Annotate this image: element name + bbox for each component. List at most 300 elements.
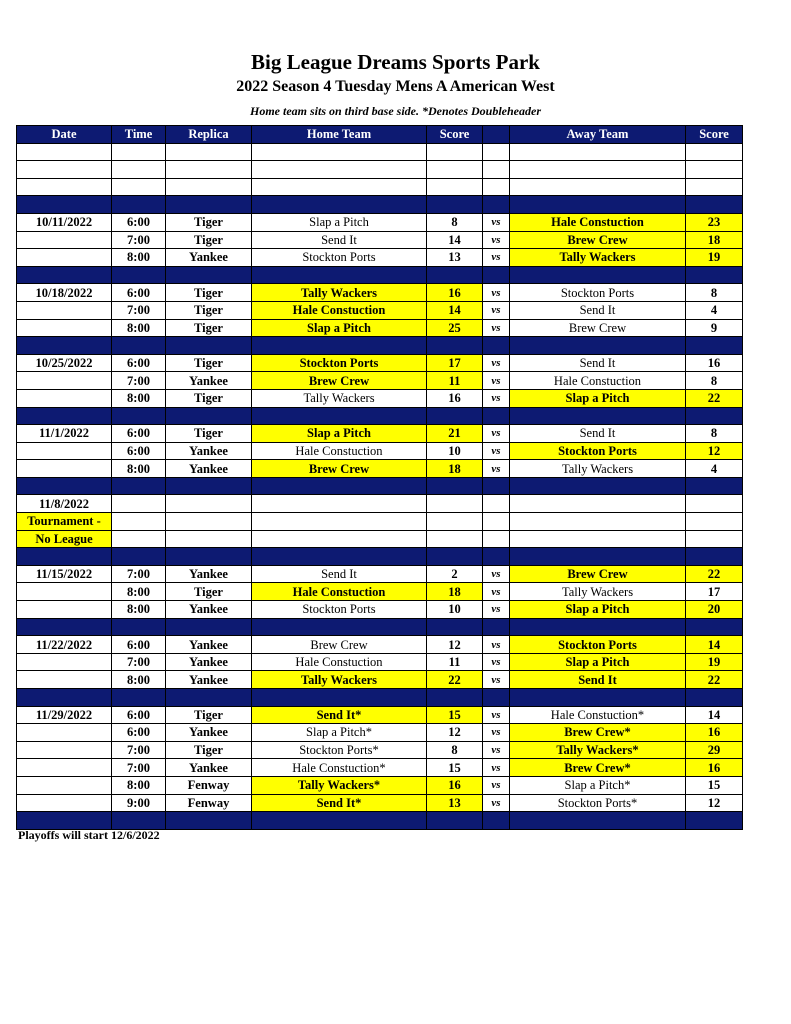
- separator-cell: [252, 812, 427, 830]
- time-cell: 6:00: [112, 706, 166, 724]
- schedule-table: [16, 125, 743, 830]
- game-row: [17, 724, 743, 742]
- separator-cell: [252, 196, 427, 214]
- separator-cell: [252, 337, 427, 355]
- time-cell: 6:00: [112, 636, 166, 654]
- separator-cell: [483, 618, 510, 636]
- game-row: [17, 706, 743, 724]
- away-score-cell: 20: [686, 601, 743, 619]
- blank-cell: [510, 495, 686, 513]
- vs-cell: vs: [483, 706, 510, 724]
- date-cell: [17, 583, 112, 601]
- separator-cell: [17, 407, 112, 425]
- away-score-cell: 17: [686, 583, 743, 601]
- separator-cell: [510, 812, 686, 830]
- vs-cell: vs: [483, 671, 510, 689]
- home-score-cell: 21: [427, 425, 483, 443]
- replica-cell: Tiger: [166, 425, 252, 443]
- no-league-row: [17, 513, 743, 531]
- separator-cell: [686, 548, 743, 566]
- home-team-cell: Send It*: [252, 794, 427, 812]
- away-score-cell: 19: [686, 249, 743, 267]
- time-cell: 7:00: [112, 653, 166, 671]
- date-cell: [17, 671, 112, 689]
- time-cell: 8:00: [112, 249, 166, 267]
- date-cell: [17, 389, 112, 407]
- away-team-cell: Brew Crew*: [510, 759, 686, 777]
- game-row: [17, 636, 743, 654]
- away-team-cell: Brew Crew: [510, 565, 686, 583]
- away-score-cell: 4: [686, 301, 743, 319]
- blank-cell: [427, 161, 483, 179]
- blank-cell: [427, 178, 483, 196]
- game-row: [17, 372, 743, 390]
- replica-cell: Tiger: [166, 319, 252, 337]
- home-team-cell: Stockton Ports: [252, 249, 427, 267]
- home-team-cell: Tally Wackers*: [252, 776, 427, 794]
- time-cell: 7:00: [112, 565, 166, 583]
- away-score-cell: 19: [686, 653, 743, 671]
- footer-note: Playoffs will start 12/6/2022: [18, 828, 160, 842]
- away-team-cell: Send It: [510, 671, 686, 689]
- game-row: [17, 354, 743, 372]
- away-team-cell: Slap a Pitch: [510, 389, 686, 407]
- time-cell: 8:00: [112, 319, 166, 337]
- game-row: [17, 442, 743, 460]
- date-cell: [17, 249, 112, 267]
- away-team-cell: Hale Constuction: [510, 372, 686, 390]
- away-team-cell: Brew Crew: [510, 319, 686, 337]
- away-score-cell: 22: [686, 565, 743, 583]
- away-score-cell: 16: [686, 724, 743, 742]
- separator-row: [17, 689, 743, 707]
- separator-cell: [17, 477, 112, 495]
- separator-cell: [427, 477, 483, 495]
- away-score-cell: 16: [686, 354, 743, 372]
- blank-cell: [686, 178, 743, 196]
- away-team-cell: Slap a Pitch*: [510, 776, 686, 794]
- away-score-cell: 16: [686, 759, 743, 777]
- separator-cell: [510, 266, 686, 284]
- home-team-cell: Tally Wackers: [252, 389, 427, 407]
- blank-cell: [166, 495, 252, 513]
- time-cell: 8:00: [112, 601, 166, 619]
- home-score-cell: 15: [427, 706, 483, 724]
- game-row: [17, 301, 743, 319]
- separator-cell: [427, 618, 483, 636]
- blank-cell: [427, 495, 483, 513]
- game-row: [17, 653, 743, 671]
- time-cell: 6:00: [112, 442, 166, 460]
- away-team-cell: Brew Crew*: [510, 724, 686, 742]
- separator-cell: [427, 689, 483, 707]
- blank-cell: [686, 161, 743, 179]
- replica-cell: Fenway: [166, 794, 252, 812]
- blank-cell: [483, 513, 510, 531]
- game-row: [17, 319, 743, 337]
- separator-cell: [686, 196, 743, 214]
- replica-cell: Yankee: [166, 460, 252, 478]
- replica-cell: Tiger: [166, 583, 252, 601]
- vs-cell: vs: [483, 301, 510, 319]
- blank-cell: [252, 513, 427, 531]
- separator-cell: [510, 196, 686, 214]
- away-score-cell: 22: [686, 389, 743, 407]
- separator-cell: [483, 548, 510, 566]
- separator-cell: [112, 548, 166, 566]
- replica-cell: Tiger: [166, 213, 252, 231]
- separator-cell: [510, 689, 686, 707]
- time-cell: 6:00: [112, 354, 166, 372]
- blank-row: [17, 178, 743, 196]
- away-team-cell: Stockton Ports: [510, 442, 686, 460]
- time-cell: 8:00: [112, 389, 166, 407]
- page-title: Big League Dreams Sports Park: [251, 50, 540, 74]
- separator-cell: [686, 477, 743, 495]
- time-cell: 6:00: [112, 724, 166, 742]
- vs-cell: vs: [483, 389, 510, 407]
- home-score-cell: 22: [427, 671, 483, 689]
- away-team-cell: Tally Wackers*: [510, 741, 686, 759]
- away-team-cell: Send It: [510, 354, 686, 372]
- no-league-row: [17, 530, 743, 548]
- home-team-cell: Stockton Ports: [252, 601, 427, 619]
- vs-cell: vs: [483, 741, 510, 759]
- separator-cell: [686, 689, 743, 707]
- separator-cell: [17, 689, 112, 707]
- away-team-cell: Tally Wackers: [510, 460, 686, 478]
- replica-cell: Fenway: [166, 776, 252, 794]
- away-score-cell: 12: [686, 442, 743, 460]
- blank-cell: [686, 530, 743, 548]
- home-score-cell: 10: [427, 601, 483, 619]
- page-subtitle: 2022 Season 4 Tuesday Mens A American West: [236, 78, 555, 95]
- home-score-cell: 18: [427, 460, 483, 478]
- blank-cell: [252, 178, 427, 196]
- separator-row: [17, 618, 743, 636]
- blank-cell: [427, 513, 483, 531]
- separator-row: [17, 477, 743, 495]
- home-score-cell: 16: [427, 284, 483, 302]
- col-home-team: Home Team: [252, 126, 427, 144]
- home-score-cell: 25: [427, 319, 483, 337]
- separator-cell: [483, 477, 510, 495]
- replica-cell: Tiger: [166, 231, 252, 249]
- separator-cell: [112, 812, 166, 830]
- away-team-cell: Tally Wackers: [510, 583, 686, 601]
- separator-cell: [686, 407, 743, 425]
- home-score-cell: 11: [427, 653, 483, 671]
- separator-cell: [252, 548, 427, 566]
- time-cell: 8:00: [112, 460, 166, 478]
- no-league-row: [17, 495, 743, 513]
- replica-cell: Yankee: [166, 442, 252, 460]
- separator-cell: [686, 618, 743, 636]
- blank-cell: [112, 530, 166, 548]
- home-score-cell: 13: [427, 794, 483, 812]
- home-score-cell: 14: [427, 301, 483, 319]
- separator-cell: [166, 618, 252, 636]
- blank-cell: [166, 161, 252, 179]
- separator-cell: [252, 266, 427, 284]
- separator-cell: [112, 477, 166, 495]
- game-row: [17, 794, 743, 812]
- blank-cell: [166, 143, 252, 161]
- home-score-cell: 15: [427, 759, 483, 777]
- col-time: Time: [112, 126, 166, 144]
- date-cell: 11/15/2022: [17, 565, 112, 583]
- date-cell: [17, 231, 112, 249]
- game-row: [17, 460, 743, 478]
- separator-cell: [483, 407, 510, 425]
- replica-cell: Yankee: [166, 759, 252, 777]
- date-cell: 10/25/2022: [17, 354, 112, 372]
- separator-cell: [166, 477, 252, 495]
- game-row: [17, 249, 743, 267]
- separator-cell: [166, 548, 252, 566]
- vs-cell: vs: [483, 601, 510, 619]
- separator-cell: [252, 618, 427, 636]
- away-team-cell: Hale Constuction: [510, 213, 686, 231]
- vs-cell: vs: [483, 460, 510, 478]
- replica-cell: Yankee: [166, 249, 252, 267]
- date-cell: [17, 442, 112, 460]
- vs-cell: vs: [483, 372, 510, 390]
- vs-cell: vs: [483, 583, 510, 601]
- vs-cell: vs: [483, 354, 510, 372]
- away-team-cell: Brew Crew: [510, 231, 686, 249]
- separator-cell: [166, 689, 252, 707]
- blank-cell: [166, 530, 252, 548]
- time-cell: 7:00: [112, 741, 166, 759]
- home-score-cell: 18: [427, 583, 483, 601]
- vs-cell: vs: [483, 653, 510, 671]
- separator-cell: [686, 337, 743, 355]
- vs-cell: vs: [483, 776, 510, 794]
- blank-cell: [427, 530, 483, 548]
- vs-cell: vs: [483, 213, 510, 231]
- separator-cell: [112, 266, 166, 284]
- time-cell: 7:00: [112, 231, 166, 249]
- blank-cell: [686, 513, 743, 531]
- time-cell: 7:00: [112, 372, 166, 390]
- away-score-cell: 9: [686, 319, 743, 337]
- home-team-cell: Stockton Ports: [252, 354, 427, 372]
- game-row: [17, 213, 743, 231]
- away-team-cell: Slap a Pitch: [510, 601, 686, 619]
- home-team-cell: Hale Constuction: [252, 653, 427, 671]
- home-team-cell: Hale Constuction: [252, 301, 427, 319]
- blank-cell: [17, 161, 112, 179]
- separator-cell: [112, 337, 166, 355]
- separator-row: [17, 548, 743, 566]
- home-score-cell: 2: [427, 565, 483, 583]
- date-cell: 10/18/2022: [17, 284, 112, 302]
- separator-cell: [427, 266, 483, 284]
- separator-cell: [112, 196, 166, 214]
- replica-cell: Tiger: [166, 354, 252, 372]
- date-cell: [17, 724, 112, 742]
- away-score-cell: 4: [686, 460, 743, 478]
- date-cell: [17, 319, 112, 337]
- separator-cell: [252, 689, 427, 707]
- away-score-cell: 18: [686, 231, 743, 249]
- date-cell: [17, 601, 112, 619]
- date-cell: Tournament -: [17, 513, 112, 531]
- blank-cell: [17, 143, 112, 161]
- away-team-cell: Slap a Pitch: [510, 653, 686, 671]
- blank-cell: [112, 143, 166, 161]
- col-home-score: Score: [427, 126, 483, 144]
- separator-cell: [427, 196, 483, 214]
- separator-cell: [483, 689, 510, 707]
- home-score-cell: 12: [427, 724, 483, 742]
- vs-cell: vs: [483, 284, 510, 302]
- home-team-cell: Tally Wackers: [252, 671, 427, 689]
- separator-cell: [17, 618, 112, 636]
- time-cell: 9:00: [112, 794, 166, 812]
- vs-cell: vs: [483, 759, 510, 777]
- vs-cell: vs: [483, 442, 510, 460]
- date-cell: [17, 794, 112, 812]
- separator-row: [17, 266, 743, 284]
- date-cell: 11/1/2022: [17, 425, 112, 443]
- separator-cell: [166, 337, 252, 355]
- away-team-cell: Stockton Ports: [510, 284, 686, 302]
- separator-cell: [686, 812, 743, 830]
- separator-cell: [427, 812, 483, 830]
- blank-cell: [112, 513, 166, 531]
- away-score-cell: 23: [686, 213, 743, 231]
- date-cell: [17, 372, 112, 390]
- separator-cell: [427, 337, 483, 355]
- date-cell: [17, 301, 112, 319]
- blank-cell: [166, 513, 252, 531]
- time-cell: 7:00: [112, 301, 166, 319]
- separator-cell: [112, 689, 166, 707]
- home-score-cell: 16: [427, 776, 483, 794]
- home-score-cell: 8: [427, 741, 483, 759]
- replica-cell: Yankee: [166, 671, 252, 689]
- date-cell: No League: [17, 530, 112, 548]
- time-cell: 6:00: [112, 213, 166, 231]
- away-score-cell: 22: [686, 671, 743, 689]
- away-score-cell: 15: [686, 776, 743, 794]
- blank-cell: [483, 178, 510, 196]
- separator-cell: [17, 812, 112, 830]
- replica-cell: Yankee: [166, 372, 252, 390]
- replica-cell: Tiger: [166, 301, 252, 319]
- separator-cell: [166, 266, 252, 284]
- separator-cell: [427, 548, 483, 566]
- blank-cell: [166, 178, 252, 196]
- col-away-score: Score: [686, 126, 743, 144]
- separator-cell: [17, 548, 112, 566]
- home-team-cell: Slap a Pitch: [252, 425, 427, 443]
- schedule-body: [17, 143, 743, 829]
- game-row: [17, 601, 743, 619]
- separator-cell: [112, 407, 166, 425]
- blank-cell: [427, 143, 483, 161]
- replica-cell: Yankee: [166, 724, 252, 742]
- date-cell: 10/11/2022: [17, 213, 112, 231]
- blank-cell: [686, 495, 743, 513]
- vs-cell: vs: [483, 724, 510, 742]
- separator-cell: [166, 812, 252, 830]
- time-cell: 6:00: [112, 284, 166, 302]
- time-cell: 7:00: [112, 759, 166, 777]
- replica-cell: Tiger: [166, 741, 252, 759]
- vs-cell: vs: [483, 249, 510, 267]
- home-team-cell: Hale Constuction: [252, 583, 427, 601]
- vs-cell: vs: [483, 794, 510, 812]
- separator-cell: [112, 618, 166, 636]
- blank-cell: [483, 143, 510, 161]
- date-cell: [17, 653, 112, 671]
- separator-cell: [17, 196, 112, 214]
- separator-cell: [17, 266, 112, 284]
- home-score-cell: 11: [427, 372, 483, 390]
- date-cell: 11/29/2022: [17, 706, 112, 724]
- blank-cell: [483, 530, 510, 548]
- game-row: [17, 759, 743, 777]
- vs-cell: vs: [483, 636, 510, 654]
- blank-cell: [112, 178, 166, 196]
- replica-cell: Tiger: [166, 284, 252, 302]
- away-score-cell: 14: [686, 636, 743, 654]
- date-cell: [17, 741, 112, 759]
- blank-row: [17, 161, 743, 179]
- date-cell: 11/8/2022: [17, 495, 112, 513]
- home-team-cell: Send It: [252, 231, 427, 249]
- home-score-cell: 14: [427, 231, 483, 249]
- away-score-cell: 8: [686, 284, 743, 302]
- home-score-cell: 17: [427, 354, 483, 372]
- game-row: [17, 671, 743, 689]
- time-cell: 8:00: [112, 671, 166, 689]
- blank-cell: [483, 495, 510, 513]
- game-row: [17, 389, 743, 407]
- home-team-cell: Send It*: [252, 706, 427, 724]
- game-row: [17, 741, 743, 759]
- separator-cell: [17, 337, 112, 355]
- home-team-cell: Slap a Pitch: [252, 319, 427, 337]
- home-score-cell: 13: [427, 249, 483, 267]
- away-team-cell: Stockton Ports: [510, 636, 686, 654]
- col-away-team: Away Team: [510, 126, 686, 144]
- blank-cell: [252, 143, 427, 161]
- header-note: Home team sits on third base side. *Denotes Doubleheader: [250, 104, 541, 118]
- separator-cell: [252, 407, 427, 425]
- away-score-cell: 8: [686, 372, 743, 390]
- time-cell: 8:00: [112, 776, 166, 794]
- replica-cell: Yankee: [166, 601, 252, 619]
- away-team-cell: Send It: [510, 301, 686, 319]
- date-cell: [17, 776, 112, 794]
- replica-cell: Tiger: [166, 706, 252, 724]
- away-team-cell: Hale Constuction*: [510, 706, 686, 724]
- vs-cell: vs: [483, 231, 510, 249]
- home-score-cell: 16: [427, 389, 483, 407]
- home-team-cell: Brew Crew: [252, 636, 427, 654]
- blank-cell: [510, 513, 686, 531]
- separator-cell: [686, 266, 743, 284]
- vs-cell: vs: [483, 319, 510, 337]
- separator-cell: [510, 477, 686, 495]
- separator-row: [17, 407, 743, 425]
- blank-cell: [112, 161, 166, 179]
- separator-cell: [252, 477, 427, 495]
